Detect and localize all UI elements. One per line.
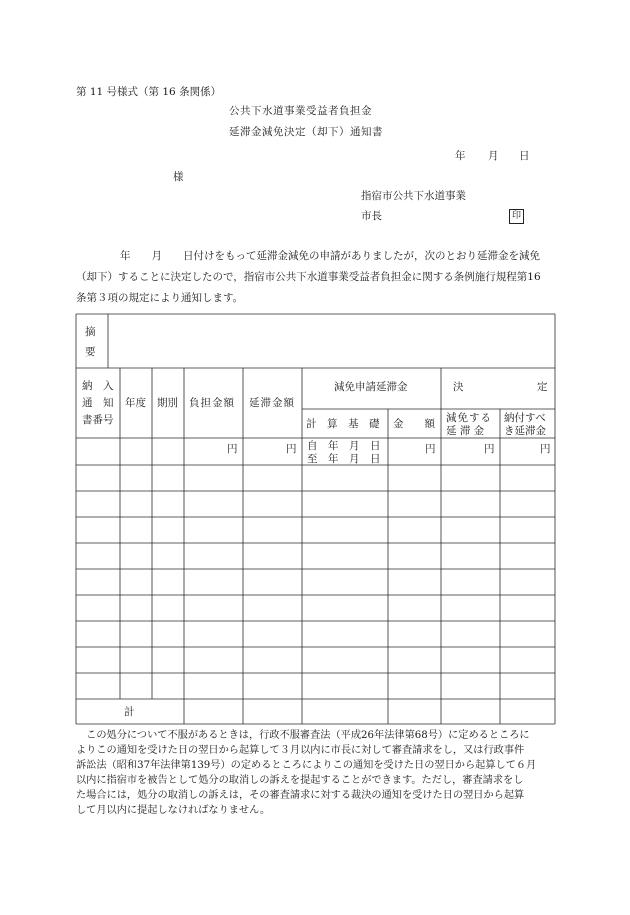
date-day: 日 (519, 150, 530, 162)
date-year: 年 (455, 150, 466, 162)
unit-burden: 円 (227, 443, 238, 455)
header-amount: 金 額 (393, 418, 435, 430)
header-burden-amount: 負担金額 (189, 397, 235, 409)
summary-label-1: 摘 (85, 326, 96, 338)
header-decision-2: 定 (537, 381, 548, 393)
notice-line-4: 以内に指宿市を被告として処分の取消しの訴えを提起することができます。ただし，審査請求をし (76, 775, 524, 786)
unit-payable: 円 (540, 443, 551, 455)
period-to: 至 年 月 日 (307, 453, 381, 465)
period-from: 自 年 月 日 (307, 440, 381, 452)
unit-exempt: 円 (484, 443, 495, 455)
unit-arrears: 円 (286, 443, 297, 455)
notice-line-6: して月以内に提起しなければなりません。 (76, 805, 271, 816)
header-notice-3: 書番号 (82, 414, 114, 426)
total-label: 計 (124, 706, 135, 718)
summary-label-2: 要 (85, 346, 96, 358)
body-line-3: 条第３項の規定により通知します。 (76, 292, 244, 304)
header-request-group: 減免申請延滞金 (334, 381, 408, 393)
date-month: 月 (488, 150, 499, 162)
header-exempt-1: 減免する (446, 412, 492, 424)
notice-line-3: 訴訟法（昭和37年法律第139号）の定めるところによりこの通知を受けた日の翌日から起算して６月 (76, 760, 537, 771)
header-notice-1: 納 入 (82, 380, 114, 392)
header-arrears-amount: 延滞金額 (249, 397, 295, 409)
issuer-org: 指宿市公共下水道事業 (361, 190, 466, 202)
seal-mark: 印 (509, 209, 524, 224)
header-exempt-2: 延 滞 金 (446, 425, 485, 437)
unit-amount: 円 (425, 443, 436, 455)
title-line-2: 延滞金減免決定（却下）通知書 (229, 126, 383, 138)
issuer-title: 市長 (361, 210, 382, 222)
addressee-suffix: 様 (173, 171, 184, 183)
header-period: 期別 (157, 397, 178, 409)
title-line-1: 公共下水道事業受益者負担金 (229, 105, 372, 117)
notice-line-2: よりこの通知を受けた日の翌日から起算して３月以内に市長に対して審査請求をし，又は行政事件 (76, 745, 525, 756)
notice-line-5: た場合には，処分の取消しの訴えは，その審査請求に対する裁決の通知を受けた日の翌日から起算 (76, 790, 525, 801)
header-year: 年度 (125, 397, 146, 409)
body-line-2: （却下）することに決定したので，指宿市公共下水道事業受益者負担金に関する条例施行規程第16 (76, 271, 541, 283)
header-payable-2: き延滞金 (504, 425, 546, 437)
header-payable-1: 納付すべ (504, 412, 546, 424)
form-number: 第 11 号様式（第 16 条関係） (76, 86, 222, 98)
header-notice-2: 通 知 (82, 397, 114, 409)
header-calc-basis: 計 算 基 礎 (306, 418, 380, 430)
notice-line-1: この処分について不服があるときは，行政不服審査法（平成26年法律第68号）に定めるところに (76, 730, 530, 741)
body-line-1: 年 月 日付けをもって延滞金減免の申請がありましたが，次のとおり延滞金を減免 (120, 250, 540, 262)
header-decision-1: 決 (453, 381, 464, 393)
